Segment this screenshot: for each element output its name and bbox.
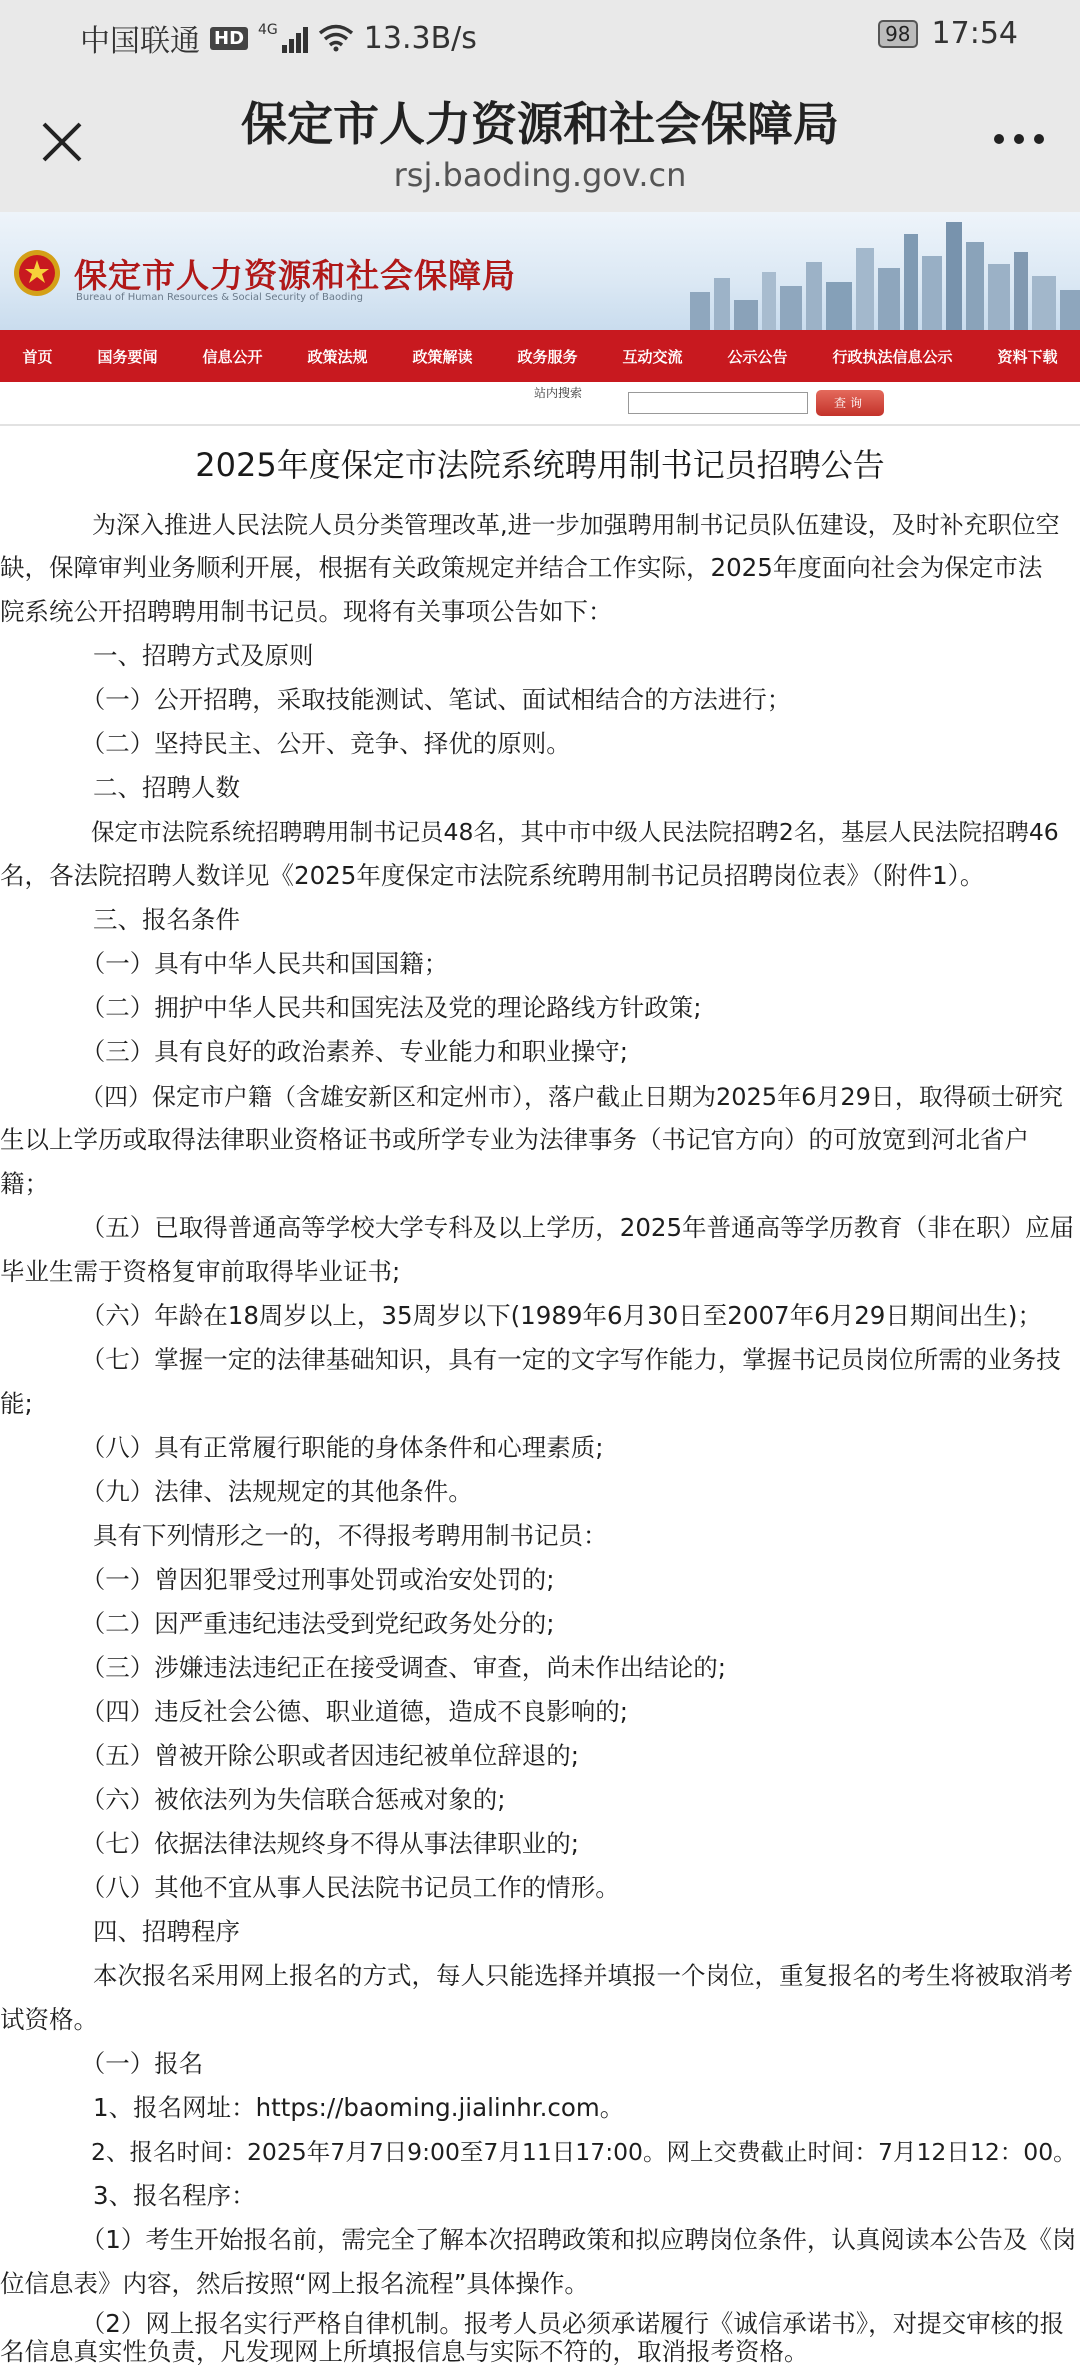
paragraph-line: （二）坚持民主、公开、竞争、择优的原则。 [44,729,571,758]
section-heading: 三、报名条件 [44,905,240,934]
page-title: 保定市人力资源和社会保障局 [241,97,839,151]
national-emblem-icon [12,248,62,298]
site-name[interactable]: 保定市人力资源和社会保障局 [74,256,516,295]
paragraph-line: （七）依据法律法规终身不得从事法律职业的; [44,1829,580,1858]
wifi-icon [318,24,354,52]
status-left [80,16,477,60]
paragraph-line: （七）掌握一定的法律基础知识，具有一定的文字写作能力，掌握书记员岗位所需的业务技 [44,1345,1061,1374]
nav-item-announcements[interactable]: 公示公告 [727,347,788,366]
status-bar [0,0,1080,72]
network-type: 4G [258,22,278,38]
nav-item-downloads[interactable]: 资料下载 [997,347,1058,366]
paragraph-line: 缺，保障审判业务顺利开展，根据有关政策规定并结合工作实际，2025年度面向社会为保定市法 [0,553,1043,582]
paragraph-line: （八）其他不宜从事人民法院书记员工作的情形。 [44,1873,620,1902]
nav-item-info-disclosure[interactable]: 信息公开 [202,347,263,366]
city-skyline-image [650,212,1080,330]
site-search-row [0,382,1080,426]
nav-item-state-news[interactable]: 国务要闻 [97,347,158,366]
site-subtitle: Bureau of Human Resources & Social Security of Baoding [76,292,363,303]
nav-item-law-enforcement[interactable]: 行政执法信息公示 [832,347,953,366]
paragraph-line: 3、报名程序： [44,2181,256,2210]
paragraph-line: 籍； [0,1169,49,1198]
paragraph-line: （一）公开招聘，采取技能测试、笔试、面试相结合的方法进行； [44,685,792,714]
paragraph-line: （2）网上报名实行严格自律机制。报考人员必须承诺履行《诚信承诺书》，对提交审核的报 [44,2309,1065,2338]
section-heading: 二、招聘人数 [44,773,240,802]
browser-header [0,72,1080,212]
paragraph-line: （二）拥护中华人民共和国宪法及党的理论路线方针政策; [44,993,702,1022]
paragraph-line: 能; [0,1389,33,1418]
paragraph-line: （三）具有良好的政治素养、专业能力和职业操守; [44,1037,629,1066]
paragraph-line: 具有下列情形之一的，不得报考聘用制书记员： [44,1521,608,1550]
hd-icon: HD [210,27,248,50]
paragraph-line: （一）具有中华人民共和国国籍； [44,949,449,978]
carrier-name: 中国联通 [80,24,200,59]
search-label: 站内搜索 [534,386,583,400]
paragraph-line: （四）保定市户籍（含雄安新区和定州市），落户截止日期为2025年6月29日，取得硕士研究 [44,1083,1063,1111]
paragraph-line: （三）涉嫌违法违纪正在接受调查、审查，尚未作出结论的; [44,1653,727,1682]
page-url: rsj.baoding.gov.cn [393,156,687,194]
paragraph-line: 位信息表》内容，然后按照“网上报名流程”具体操作。 [0,2269,589,2298]
site-nav-bar [0,330,1080,382]
signal-icon [258,23,308,53]
search-button[interactable]: 查询 [816,390,884,416]
section-heading: 四、招聘程序 [44,1917,240,1946]
more-options-icon[interactable] [994,134,1044,144]
registration-url-line: 1、报名网址：https://baoming.jialinhr.com。 [44,2093,625,2122]
nav-item-interaction[interactable]: 互动交流 [622,347,683,366]
search-input[interactable] [628,392,808,414]
paragraph-line: （一）曾因犯罪受过刑事处罚或治安处罚的; [44,1565,555,1594]
battery-icon: 98 [878,20,917,48]
section-heading: 一、招聘方式及原则 [44,641,314,670]
network-speed: 13.3B/s [363,20,477,56]
paragraph-line: 本次报名采用网上报名的方式，每人只能选择并填报一个岗位，重复报名的考生将被取消考 [44,1961,1073,1990]
nav-item-policies[interactable]: 政策法规 [307,347,368,366]
paragraph-line: 院系统公开招聘聘用制书记员。现将有关事项公告如下： [0,597,613,626]
status-right [878,16,1018,51]
nav-item-policy-interpretation[interactable]: 政策解读 [412,347,473,366]
paragraph-line: 2、报名时间：2025年7月7日9:00至7月11日17:00。网上交费截止时间：7月12日12：00。 [44,2138,1077,2166]
nav-item-home[interactable]: 首页 [22,347,53,366]
paragraph-line: （九）法律、法规规定的其他条件。 [44,1477,473,1506]
paragraph-line: 试资格。 [0,2005,98,2034]
paragraph-line: 生以上学历或取得法律职业资格证书或所学专业为法律事务（书记官方向）的可放宽到河北省户 [0,1125,1029,1154]
paragraph-line: 毕业生需于资格复审前取得毕业证书; [0,1257,401,1286]
paragraph-line: （六）年龄在18周岁以上，35周岁以下(1989年6月30日至2007年6月29日期间出生)； [44,1301,1042,1330]
article-title: 2025年度保定市法院系统聘用制书记员招聘公告 [195,446,885,484]
clock: 17:54 [931,16,1018,51]
site-banner [0,212,1080,330]
paragraph-line: （五）曾被开除公职或者因违纪被单位辞退的; [44,1741,580,1770]
paragraph-line: 名，各法院招聘人数详见《2025年度保定市法院系统聘用制书记员招聘岗位表》（附件1）。 [0,861,985,890]
paragraph-line: （一）报名 [44,2049,204,2078]
paragraph-line: （四）违反社会公德、职业道德，造成不良影响的; [44,1697,629,1726]
paragraph-line: （1）考生开始报名前，需完全了解本次招聘政策和拟应聘岗位条件，认真阅读本公告及《岗 [44,2225,1077,2254]
paragraph-line: （二）因严重违纪违法受到党纪政务处分的; [44,1609,555,1638]
paragraph-line: （六）被依法列为失信联合惩戒对象的; [44,1785,506,1814]
nav-item-gov-services[interactable]: 政务服务 [517,347,578,366]
paragraph-line: 名信息真实性负责，凡发现网上所填报信息与实际不符的，取消报考资格。 [0,2337,809,2366]
paragraph-line: 为深入推进人民法院人员分类管理改革,进一步加强聘用制书记员队伍建设，及时补充职位空 [44,511,1060,539]
paragraph-line: （八）具有正常履行职能的身体条件和心理素质; [44,1433,604,1462]
paragraph-line: （五）已取得普通高等学校大学专科及以上学历，2025年普通高等学历教育（非在职）应届 [44,1213,1075,1242]
paragraph-line: 保定市法院系统招聘聘用制书记员48名，其中市中级人民法院招聘2名，基层人民法院招聘46 [44,818,1059,846]
